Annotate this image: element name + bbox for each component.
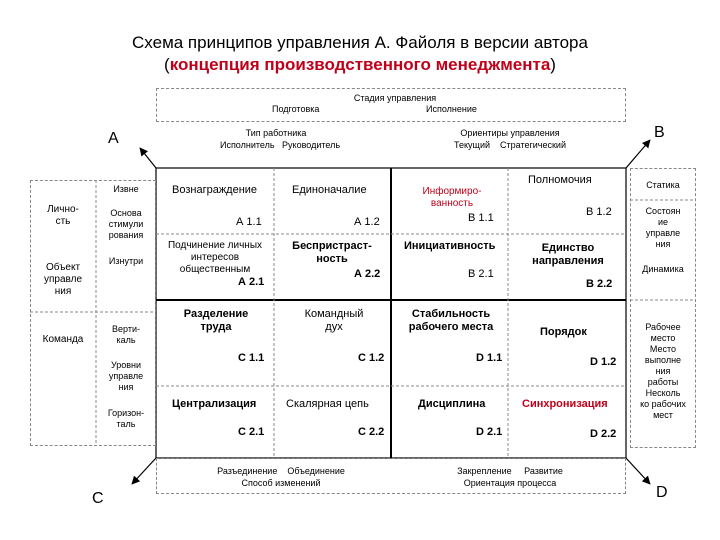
principle-a11: Вознаграждение [172, 184, 258, 196]
code-b22: В 2.2 [586, 278, 613, 290]
title-highlight: концепция производственного менеджмента [169, 55, 551, 74]
code-b21: В 2.1 [468, 268, 494, 280]
code-d22: D 2.2 [590, 428, 617, 440]
code-a21: А 2.1 [238, 276, 265, 288]
principle-d21: Дисциплина [418, 398, 486, 410]
arrow-a [140, 148, 156, 168]
stage-preparation: Подготовка [272, 104, 320, 114]
principle-c21: Централизация [172, 398, 257, 410]
code-b12: В 1.2 [586, 206, 612, 218]
left-levels: Уровни управле ния [108, 360, 144, 392]
stage-execution: Исполнение [426, 104, 477, 114]
corner-c: С [92, 490, 104, 507]
right-state: Состоян ие управле ния [645, 206, 681, 249]
principle-d22: Синхронизация [522, 398, 608, 410]
guidelines-options: Текущий Стратегический [454, 140, 566, 150]
arrow-b [626, 140, 650, 168]
code-c21: С 2.1 [238, 426, 265, 438]
left-horizontal: Горизон- таль [107, 408, 145, 429]
left-outside: Извне [113, 184, 139, 194]
principle-b12: Полномочия [528, 174, 592, 186]
left-vertical: Верти- каль [112, 324, 140, 345]
left-basis: Основа стимули рования [108, 208, 144, 240]
code-a12: А 1.2 [354, 216, 380, 228]
left-personality: Лично- сть [47, 204, 79, 227]
principle-a22: Беспристраст- ность [292, 240, 372, 265]
principle-c22: Скалярная цепь [286, 398, 369, 410]
principle-a21: Подчинение личных интересов общественным [167, 240, 263, 275]
worker-type-title: Тип работника [245, 128, 307, 138]
right-workplace: Рабочее место Место выполне ния работы Несколь ко рабочих мест [640, 322, 686, 420]
bottom-left-options: Разъединение Объединение [217, 466, 345, 476]
code-d11: D 1.1 [476, 352, 503, 364]
title-paren-close: ) [550, 55, 556, 74]
left-team: Команда [42, 334, 84, 345]
code-c12: С 1.2 [358, 352, 385, 364]
bottom-left-title: Способ изменений [241, 478, 321, 488]
principle-c12: Командный дух [304, 308, 364, 333]
left-inside: Изнутри [108, 256, 144, 266]
principle-b11: Информиро- ванность [422, 186, 482, 209]
arrow-d [626, 458, 650, 484]
stage-title: Стадия управления [353, 93, 437, 103]
principle-b22: Единство направления [532, 242, 604, 267]
corner-d: D [656, 484, 668, 501]
bottom-right-options: Закрепление Развитие [457, 466, 563, 476]
principle-d12: Порядок [540, 326, 587, 338]
right-statics: Статика [646, 180, 680, 190]
code-d21: D 2.1 [476, 426, 503, 438]
principle-d11: Стабильность рабочего места [408, 308, 494, 333]
code-a22: А 2.2 [354, 268, 381, 280]
bottom-right-title: Ориентация процесса [463, 478, 557, 488]
title-line-1: Схема принципов управления А. Файоля в версии автора [132, 33, 588, 52]
title-paren-open: ( [164, 55, 170, 74]
principle-a12: Единоначалие [292, 184, 367, 196]
right-dynamics: Динамика [642, 264, 684, 274]
worker-type-options: Исполнитель Руководитель [219, 140, 341, 150]
code-c11: С 1.1 [238, 352, 265, 364]
code-c22: С 2.2 [358, 426, 385, 438]
corner-a: А [108, 130, 119, 147]
principle-c11: Разделение труда [183, 308, 249, 333]
guidelines-title: Ориентиры управления [460, 128, 560, 138]
arrow-c [132, 458, 156, 484]
code-d12: D 1.2 [590, 356, 617, 368]
code-b11: В 1.1 [468, 212, 494, 224]
left-object: Объект управле ния [43, 262, 83, 297]
code-a11: А 1.1 [236, 216, 262, 228]
principle-b21: Инициативность [404, 240, 496, 252]
corner-b: В [654, 124, 665, 141]
